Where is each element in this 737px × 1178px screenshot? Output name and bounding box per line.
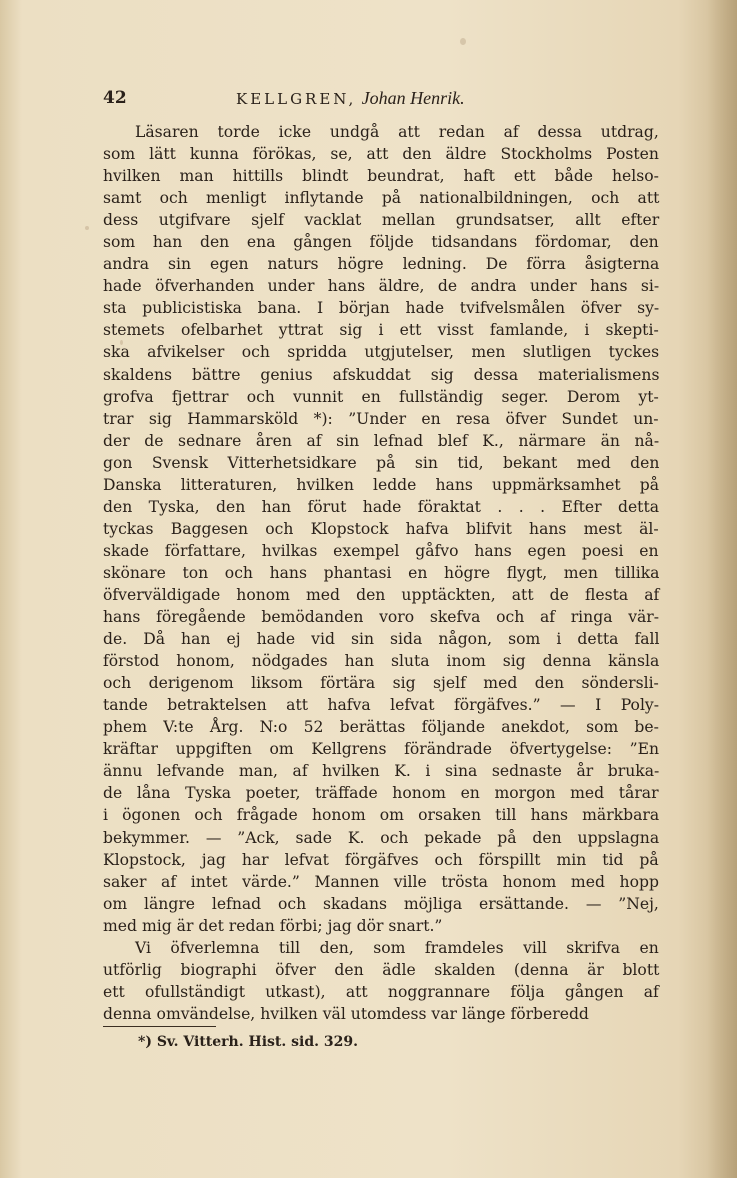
- text-line: andra sin egen naturs högre ledning. De förra åsigterna: [103, 255, 660, 274]
- text-line: tande betraktelsen att hafva lefvat förgäfves.” — I Poly-: [103, 696, 660, 715]
- text-line: hans föregående bemödanden voro skefva och af ringa vär-: [103, 608, 660, 627]
- text-line: som han den ena gången följde tidsandans fördomar, den: [103, 233, 659, 252]
- text-line: gon Svensk Vitterhetsidkare på sin tid, bekant med den: [103, 453, 660, 472]
- page-number: 42: [103, 88, 127, 108]
- text-line: Läsaren torde icke undgå att redan af dessa utdrag,: [135, 123, 659, 141]
- text-line: Klopstock, jag har lefvat förgäfves och förspillt min tid på: [103, 850, 659, 869]
- running-title: [236, 88, 465, 109]
- text-line: phem V:te Årg. N:o 52 berättas följande anekdot, som be-: [103, 718, 659, 737]
- text-line: kräftar uppgiften om Kellgrens förändrade öfvertygelse: ”En: [103, 740, 660, 759]
- text-line: stemets ofelbarhet yttrat sig i ett visst famlande, i skepti-: [103, 321, 659, 340]
- page-edge-shadow: [707, 0, 737, 1178]
- text-line: öfverväldigade honom med den upptäckten, att de flesta af: [103, 585, 660, 604]
- running-title-surname: KELLGREN,: [236, 90, 357, 108]
- footnote-rule: [103, 1026, 216, 1027]
- text-line: denna omvändelse, hvilken väl utomdess var länge förberedd: [103, 1004, 589, 1023]
- text-line: som lätt kunna förökas, se, att den äldre Stockholms Posten: [103, 145, 659, 164]
- text-line: hvilken man hittills blindt beundrat, haft ett både helso-: [103, 167, 659, 186]
- paper-stain: [85, 226, 89, 230]
- text-line: ännu lefvande man, af hvilken K. i sina sednaste år bruka-: [103, 762, 660, 781]
- footnote: *) Sv. Vitterh. Hist. sid. 329.: [138, 1034, 358, 1050]
- text-line: utförlig biographi öfver den ädle skalden (denna är blott: [103, 960, 660, 979]
- text-line: dess utgifvare sjelf vacklat mellan grundsatser, allt efter: [103, 211, 660, 230]
- text-line: den Tyska, den han förut hade föraktat . . . Efter detta: [103, 497, 660, 516]
- text-line: ska afvikelser och spridda utgjutelser, men slutligen tyckes: [103, 343, 660, 362]
- text-line: der de sednare åren af sin lefnad blef K., närmare än nå-: [103, 431, 660, 450]
- text-line: skönare ton och hans phantasi en högre flygt, men tillika: [103, 563, 660, 582]
- text-line: sta publicistiska bana. I början hade tvifvelsmålen öfver sy-: [103, 299, 660, 318]
- body-text: [103, 121, 659, 1025]
- text-line: grofva fjettrar och vunnit en fullständig seger. Derom yt-: [103, 387, 659, 406]
- text-line: skaldens bättre genius afskuddat sig dessa materialismens: [103, 365, 660, 384]
- text-line: tyckas Baggesen och Klopstock hafva blifvit hans mest äl-: [103, 519, 659, 538]
- paper-stain: [460, 38, 466, 45]
- text-line: förstod honom, nödgades han sluta inom sig denna känsla: [103, 652, 660, 671]
- text-line: med mig är det redan förbi; jag dör snart.”: [103, 916, 443, 935]
- text-line: samt och menligt inflytande på nationalbildningen, och att: [103, 189, 660, 208]
- text-line: saker af intet värde.” Mannen ville trösta honom med hopp: [103, 872, 659, 891]
- text-line: skade författare, hvilkas exempel gåfvo hans egen poesi en: [103, 541, 659, 560]
- text-line: om längre lefnad och skadans möjliga ersättande. — ”Nej,: [103, 894, 659, 913]
- text-line: och derigenom liksom förtära sig sjelf med den söndersli-: [103, 674, 659, 693]
- text-line: de. Då han ej hade vid sin sida någon, som i detta fall: [103, 630, 660, 649]
- text-line: trar sig Hammarsköld *): ”Under en resa öfver Sundet un-: [103, 409, 659, 428]
- text-line: Danska litteraturen, hvilken ledde hans uppmärksamhet på: [103, 475, 660, 494]
- text-line: bekymmer. — ”Ack, sade K. och pekade på den uppslagna: [103, 828, 660, 847]
- text-line: Vi öfverlemna till den, som framdeles vill skrifva en: [135, 938, 659, 957]
- text-line: hade öfverhanden under hans äldre, de andra under hans si-: [103, 277, 660, 296]
- text-line: de låna Tyska poeter, träffade honom en morgon med tårar: [103, 784, 659, 803]
- running-title-given-names: Johan Henrik.: [361, 88, 465, 108]
- text-line: i ögonen och frågade honom om orsaken till hans märkbara: [103, 806, 660, 825]
- text-line: ett ofullständigt utkast), att noggrannare följa gången af: [103, 982, 659, 1001]
- running-header: [103, 88, 523, 114]
